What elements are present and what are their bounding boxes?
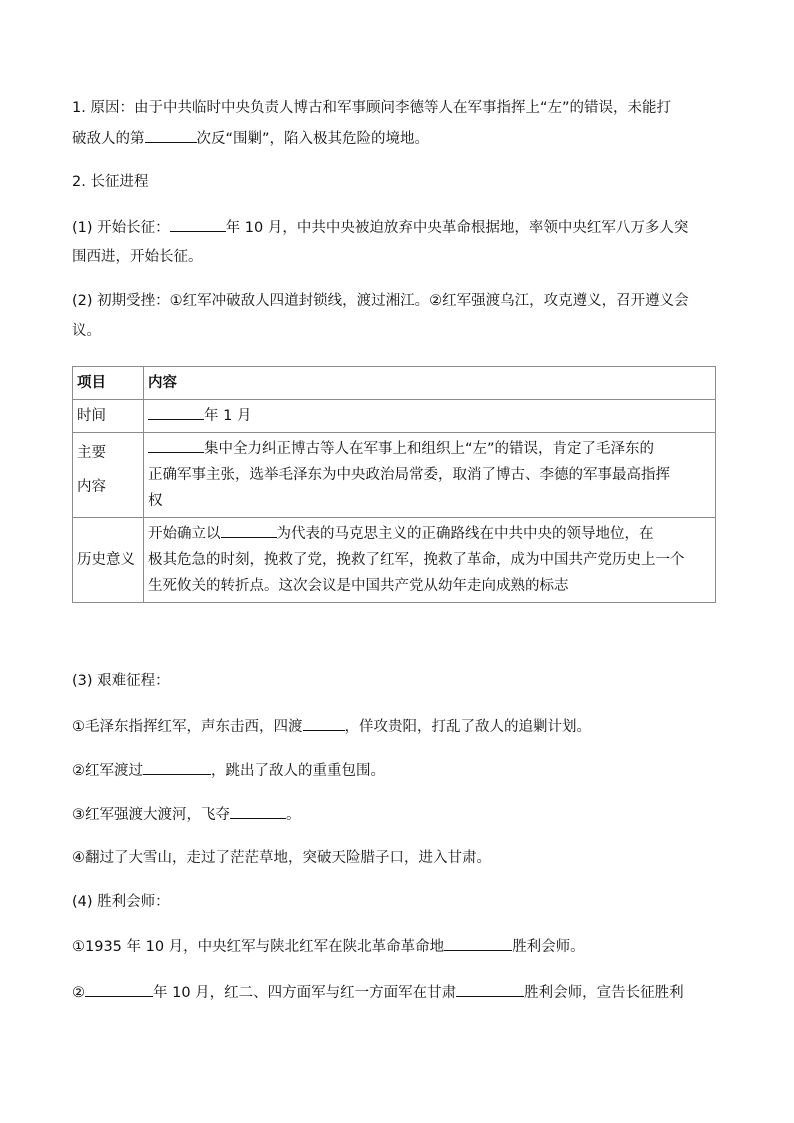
start-march-label: (1) 开始长征：	[72, 220, 170, 236]
blank-meeting-place-1	[444, 936, 512, 951]
header-content: 内容	[144, 367, 716, 400]
row-label-significance: 历史意义	[73, 518, 144, 603]
start-march-text-a: 年 10 月，中共中央被迫放弃中央革命根据地，率领中央红军八万多人突	[225, 220, 689, 236]
blank-river-crossed-four-times	[303, 716, 345, 731]
blank-start-year	[170, 217, 226, 232]
cause-line-2	[72, 128, 429, 149]
hard-journey-item-3: ③红军强渡大渡河，飞夺 。	[72, 804, 301, 825]
start-march-line-2: 围西进，开始长征。	[72, 249, 203, 265]
victory-meeting-item-1: ①1935 年 10 月，中央红军与陕北红军在陕北革命革命地 胜利会师。	[72, 936, 585, 957]
early-setback-line-1: (2) 初期受挫：①红军冲破敌人四道封锁线，渡过湘江。②红军强渡乌江，攻克遵义，召开遵义会	[72, 293, 689, 309]
section-2-title: 2. 长征进程	[72, 174, 149, 190]
blank-leader	[221, 523, 277, 538]
hard-journey-item-2: ②红军渡过 ，跳出了敌人的重重包围。	[72, 760, 385, 781]
blank-meeting-place-2	[456, 982, 524, 997]
hard-journey-title: (3) 艰难征程：	[72, 673, 170, 689]
blank-corrected-subject	[148, 438, 204, 453]
victory-meeting-title: (4) 胜利会师：	[72, 894, 170, 910]
start-march-line-1	[72, 217, 688, 238]
victory-meeting-item-2: ② 年 10 月，红二、四方面军与红一方面军在甘肃 胜利会师，宣告长征胜利	[72, 982, 684, 1003]
row-label-time: 时间	[73, 400, 144, 433]
table-row	[73, 400, 716, 433]
table-header-row	[73, 367, 716, 400]
table-row	[73, 518, 716, 603]
hard-journey-item-4: ④翻过了大雪山，走过了茫茫草地，突破天险腊子口，进入甘肃。	[72, 850, 491, 866]
blank-conference-year	[148, 405, 204, 420]
row-content-main: 集中全力纠正博古等人在军事上和组织上“左”的错误，肯定了毛泽东的 正确军事主张，选举毛泽东为中央政治局常委，取消了博古、李德的军事最高指挥 权	[144, 433, 716, 518]
hard-journey-item-1: ①毛泽东指挥红军，声东击西，四渡 ，佯攻贵阳，打乱了敌人的追剿计划。	[72, 716, 591, 737]
blank-river-crossed	[143, 760, 211, 775]
blank-bridge-captured	[230, 804, 286, 819]
row-content-significance: 开始确立以 为代表的马克思主义的正确路线在中共中央的领导地位，在 极其危急的时刻，挽救了党，挽救了红军，挽救了革命，成为中国共产党历史上一个 生死攸关的转折点。这次会议是中国共产党从幼年走向成熟的标志	[144, 518, 716, 603]
table-row	[73, 433, 716, 518]
blank-campaign-number	[145, 128, 197, 143]
blank-meeting-year	[85, 982, 153, 997]
cause-text-a: 破敌人的第	[72, 131, 145, 147]
row-label-main-content: 主要 内容	[73, 433, 144, 518]
early-setback-line-2: 议。	[72, 323, 101, 339]
cause-text-b: 次反“围剿”，陷入极其危险的境地。	[196, 131, 430, 147]
row-content-time: 年 1 月	[144, 400, 716, 433]
zunyi-conference-table	[72, 366, 716, 603]
cause-line-1: 1. 原因：由于中共临时中央负责人博古和军事顾问李德等人在军事指挥上“左”的错误，未能打	[72, 100, 671, 116]
header-item: 项目	[73, 367, 144, 400]
